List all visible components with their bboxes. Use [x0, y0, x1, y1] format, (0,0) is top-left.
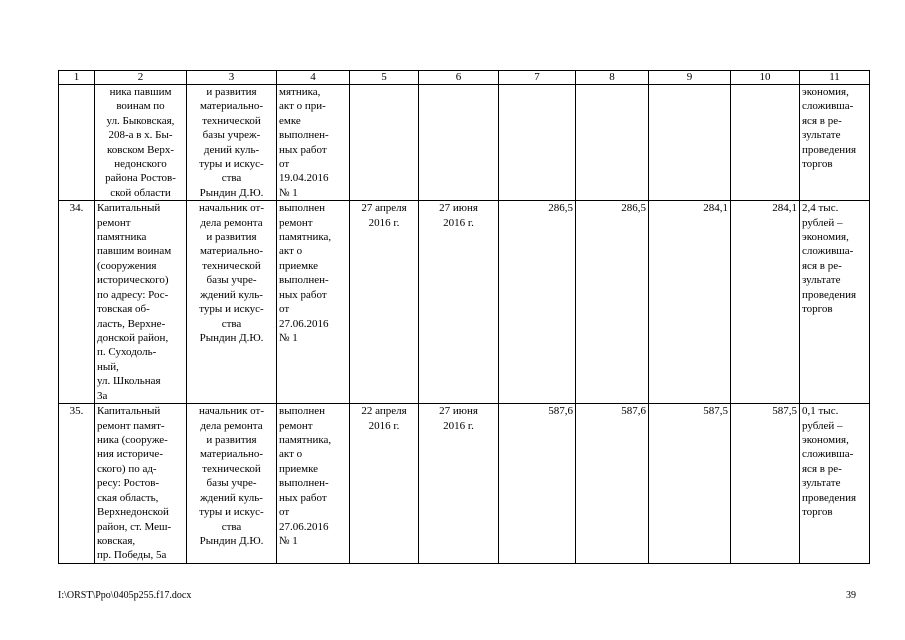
result-cell: мятника, акт о при- емке выполнен- ных работ от 19.04.2016 № 1: [277, 85, 350, 201]
value-cell-10: [731, 85, 800, 201]
value-cell-10: 284,1: [731, 201, 800, 404]
value-cell-9: [649, 85, 731, 201]
value-cell-7: 286,5: [499, 201, 576, 404]
value-cell-8: 587,6: [576, 404, 649, 564]
table-row: [59, 201, 870, 404]
work-name-cell: Капитальный ремонт памят- ника (сооруже- ния историче- ского) по ад- ресу: Ростов- ская область, Верхнедонской район, ст. Меш- ковская, пр. Победы, 5а: [95, 404, 187, 564]
value-cell-7: [499, 85, 576, 201]
end-date-cell: [419, 85, 499, 201]
column-header: 3: [187, 71, 277, 85]
responsible-cell: начальник от- дела ремонта и развития материально- технической базы учре- ждений куль- туры и искус- ства Рындин Д.Ю.: [187, 404, 277, 564]
column-header: 10: [731, 71, 800, 85]
column-header: 6: [419, 71, 499, 85]
table-header-row: [59, 71, 870, 85]
end-date-cell: 27 июня 2016 г.: [419, 404, 499, 564]
column-header: 9: [649, 71, 731, 85]
table-row: [59, 404, 870, 564]
value-cell-8: 286,5: [576, 201, 649, 404]
note-cell: 2,4 тыс. рублей – экономия, сложивша- яся в ре- зультате проведения торгов: [800, 201, 870, 404]
value-cell-9: 587,5: [649, 404, 731, 564]
responsible-cell: начальник от- дела ремонта и развития материально- технической базы учре- ждений куль- туры и искус- ства Рындин Д.Ю.: [187, 201, 277, 404]
value-cell-9: 284,1: [649, 201, 731, 404]
column-header: 2: [95, 71, 187, 85]
column-header: 7: [499, 71, 576, 85]
value-cell-7: 587,6: [499, 404, 576, 564]
start-date-cell: [350, 85, 419, 201]
result-cell: выполнен ремонт памятника, акт о приемке выполнен- ных работ от 27.06.2016 № 1: [277, 201, 350, 404]
report-table: [58, 70, 870, 564]
result-cell: выполнен ремонт памятника, акт о приемке выполнен- ных работ от 27.06.2016 № 1: [277, 404, 350, 564]
work-name-cell: ника павшим воинам по ул. Быковская, 208-а в х. Бы- ковском Верх- недонского района Ростов- ской области: [95, 85, 187, 201]
work-name-cell: Капитальный ремонт памятника павшим воинам (сооружения исторического) по адресу: Рос- товская об- ласть, Верхне- донской район, п. Суходоль- ный, ул. Школьная 3а: [95, 201, 187, 404]
column-header: 4: [277, 71, 350, 85]
column-header: 5: [350, 71, 419, 85]
table-row: [59, 85, 870, 201]
value-cell-10: 587,5: [731, 404, 800, 564]
value-cell-8: [576, 85, 649, 201]
row-number-cell: 34.: [59, 201, 95, 404]
column-header: 1: [59, 71, 95, 85]
responsible-cell: и развития материально- технической базы учреж- дений куль- туры и искус- ства Рындин Д.Ю.: [187, 85, 277, 201]
file-path-footer: I:\ORST\Ppo\0405p255.f17.docx: [58, 590, 192, 601]
column-header: 11: [800, 71, 870, 85]
start-date-cell: 27 апреля 2016 г.: [350, 201, 419, 404]
row-number-cell: 35.: [59, 404, 95, 564]
page-number: 39: [846, 590, 856, 601]
row-number-cell: [59, 85, 95, 201]
start-date-cell: 22 апреля 2016 г.: [350, 404, 419, 564]
note-cell: экономия, сложивша- яся в ре- зультате проведения торгов: [800, 85, 870, 201]
note-cell: 0,1 тыс. рублей – экономия, сложивша- яся в ре- зультате проведения торгов: [800, 404, 870, 564]
column-header: 8: [576, 71, 649, 85]
end-date-cell: 27 июня 2016 г.: [419, 201, 499, 404]
